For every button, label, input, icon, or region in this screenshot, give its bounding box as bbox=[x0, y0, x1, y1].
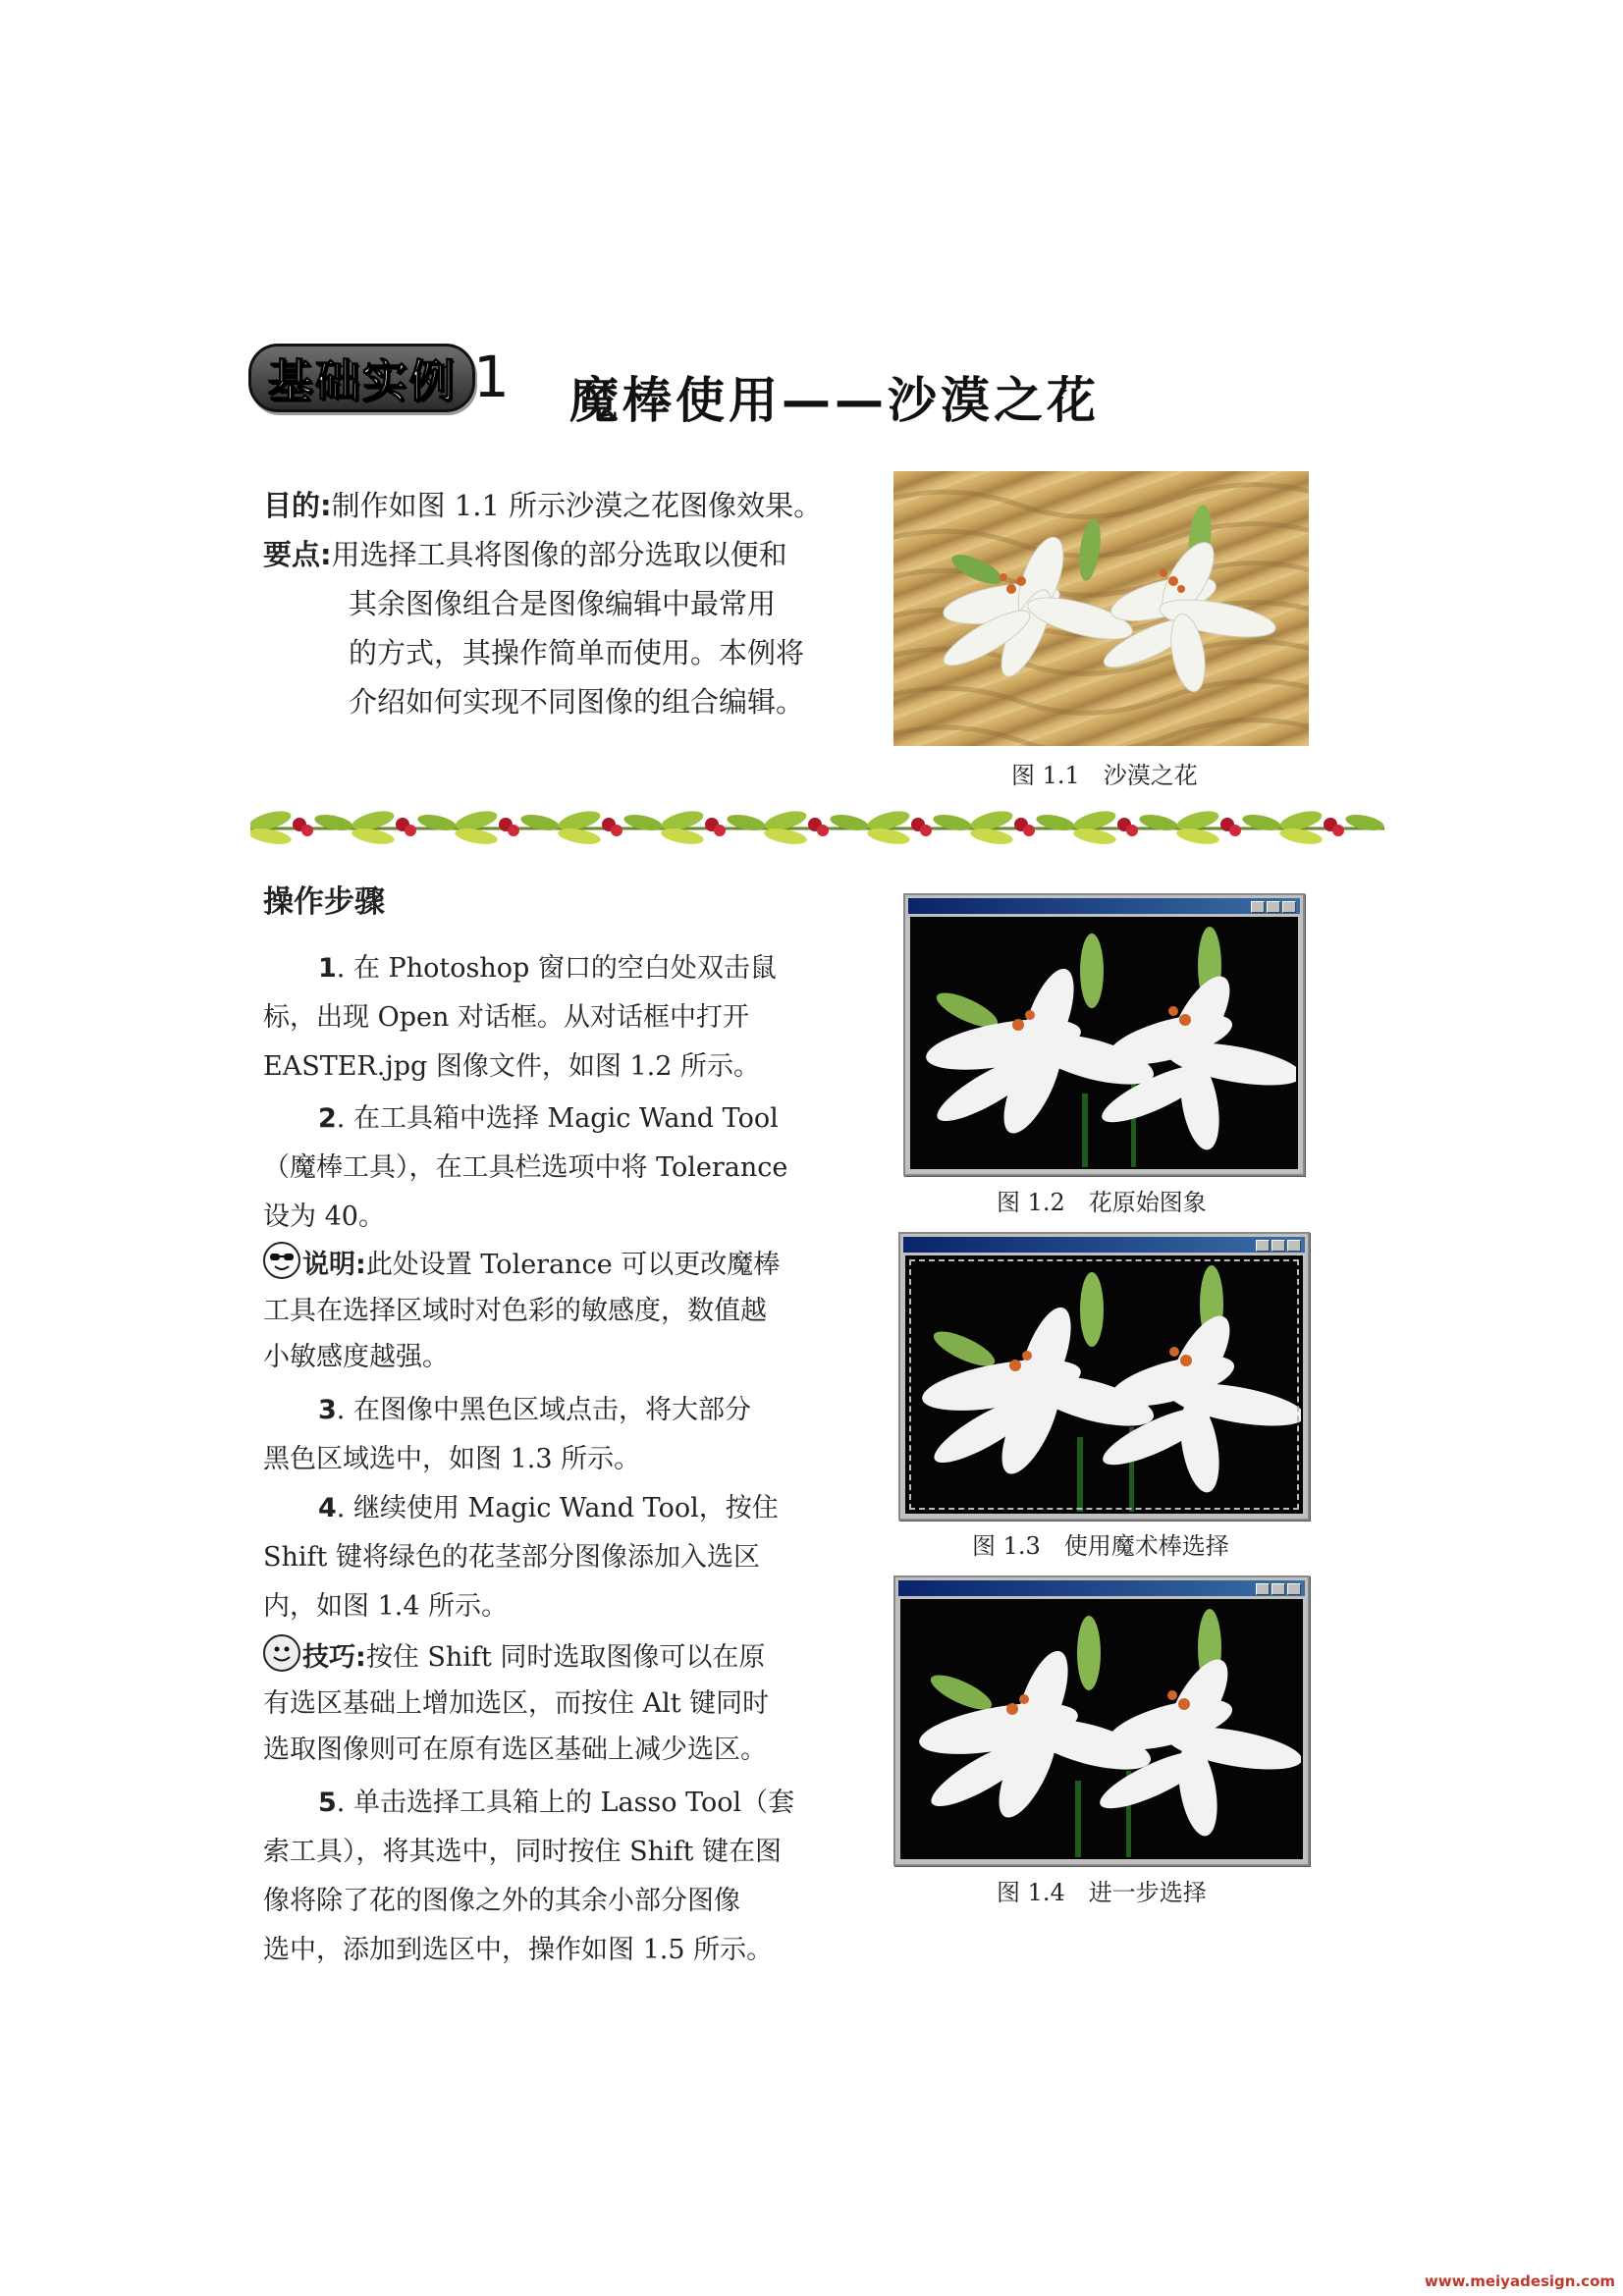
note-2-line-3: 选取图像则可在原有选区基础上减少选区。 bbox=[263, 1735, 767, 1765]
note-1-label: 说明: bbox=[302, 1250, 366, 1280]
lesson-badge-text: 基础实例 bbox=[267, 354, 457, 407]
step-5-line-3: 像将除了花的图像之外的其余小部分图像 bbox=[263, 1886, 740, 1916]
step-2 bbox=[263, 1095, 813, 1242]
decorative-vine-divider bbox=[250, 805, 1384, 846]
step-1-line-1 bbox=[263, 944, 813, 993]
figure-1-1-image bbox=[893, 471, 1309, 746]
step-3-number: 3 bbox=[318, 1395, 337, 1425]
figure-1-4-image bbox=[893, 1575, 1310, 1866]
sunglasses-face-icon bbox=[263, 1242, 300, 1279]
step-4 bbox=[263, 1484, 813, 1631]
note-2-line-2: 有选区基础上增加选区，而按住 Alt 键同时 bbox=[263, 1688, 770, 1719]
note-tip bbox=[263, 1634, 813, 1773]
step-4-text-1: . 继续使用 Magic Wand Tool，按住 bbox=[336, 1493, 779, 1523]
lily-photo-black-bg bbox=[910, 917, 1298, 1169]
figure-1-3-image bbox=[898, 1232, 1310, 1521]
step-1-number: 1 bbox=[318, 953, 337, 984]
note-1-text-1: 此处设置 Tolerance 可以更改魔棒 bbox=[365, 1250, 781, 1280]
step-2-number: 2 bbox=[318, 1103, 337, 1134]
desert-flower-illustration bbox=[893, 471, 1309, 746]
key-line-4: 介绍如何实现不同图像的组合编辑。 bbox=[349, 685, 805, 719]
step-4-line-2: Shift 键将绿色的花茎部分图像添加入选区 bbox=[263, 1542, 760, 1573]
figure-1-2-caption: 图 1.2 花原始图象 bbox=[997, 1189, 1207, 1216]
step-4-line-3: 内，如图 1.4 所示。 bbox=[263, 1591, 509, 1622]
figure-1-1-caption: 图 1.1 沙漠之花 bbox=[1011, 762, 1198, 789]
step-3-line-1 bbox=[263, 1386, 813, 1435]
lesson-badge bbox=[248, 344, 475, 412]
key-line-3: 的方式，其操作简单而使用。本例将 bbox=[349, 636, 805, 669]
step-1 bbox=[263, 944, 813, 1092]
key-label: 要点: bbox=[263, 538, 332, 571]
step-5-line-4: 选中，添加到选区中，操作如图 1.5 所示。 bbox=[263, 1935, 774, 1965]
note-2-line-1 bbox=[263, 1634, 813, 1681]
step-4-number: 4 bbox=[318, 1493, 337, 1523]
watermark-url: www.meiyadesign.com bbox=[1424, 2272, 1615, 2290]
step-5 bbox=[263, 1779, 813, 1975]
step-1-line-3: EASTER.jpg 图像文件，如图 1.2 所示。 bbox=[263, 1051, 760, 1082]
step-2-text-1: . 在工具箱中选择 Magic Wand Tool bbox=[336, 1103, 779, 1134]
page-title: 魔棒使用——沙漠之花 bbox=[569, 372, 1100, 429]
vine-border-icon bbox=[250, 805, 1384, 846]
note-1-line-3: 小敏感度越强。 bbox=[263, 1342, 449, 1372]
figure-1-2-image bbox=[903, 893, 1305, 1176]
key-line-1 bbox=[263, 530, 787, 579]
step-5-line-1 bbox=[263, 1779, 813, 1828]
window-titlebar bbox=[908, 898, 1300, 914]
smiley-face-icon bbox=[263, 1634, 300, 1672]
figure-1-3-caption: 图 1.3 使用魔术棒选择 bbox=[972, 1532, 1229, 1560]
purpose-line bbox=[263, 481, 822, 530]
step-1-line-2: 标，出现 Open 对话框。从对话框中打开 bbox=[263, 1002, 749, 1033]
step-3-text-1: . 在图像中黑色区域点击，将大部分 bbox=[336, 1395, 751, 1425]
note-1-line-1 bbox=[263, 1242, 813, 1288]
steps-heading: 操作步骤 bbox=[263, 884, 385, 920]
step-4-line-1 bbox=[263, 1484, 813, 1533]
figure-1-4-caption: 图 1.4 进一步选择 bbox=[997, 1879, 1207, 1906]
lily-photo-selected bbox=[905, 1255, 1303, 1514]
step-2-line-1 bbox=[263, 1095, 813, 1144]
step-2-line-3: 设为 40。 bbox=[263, 1201, 385, 1232]
step-5-number: 5 bbox=[318, 1788, 337, 1818]
step-3 bbox=[263, 1386, 813, 1484]
step-5-text-1: . 单击选择工具箱上的 Lasso Tool（套 bbox=[336, 1788, 795, 1818]
step-1-text-1: . 在 Photoshop 窗口的空白处双击鼠 bbox=[336, 953, 777, 984]
lily-photo-further-selected bbox=[900, 1599, 1303, 1859]
key-text-1: 用选择工具将图像的部分选取以便和 bbox=[331, 538, 787, 571]
window-titlebar bbox=[903, 1237, 1305, 1253]
step-2-line-2: （魔棒工具），在工具栏选项中将 Tolerance bbox=[263, 1152, 788, 1183]
step-3-line-2: 黑色区域选中，如图 1.3 所示。 bbox=[263, 1444, 641, 1474]
note-2-text-1: 按住 Shift 同时选取图像可以在原 bbox=[365, 1642, 766, 1673]
step-5-line-2: 索工具），将其选中，同时按住 Shift 键在图 bbox=[263, 1837, 783, 1867]
key-line-2: 其余图像组合是图像编辑中最常用 bbox=[349, 587, 777, 620]
note-1-line-2: 工具在选择区域时对色彩的敏感度，数值越 bbox=[263, 1296, 767, 1326]
note-2-label: 技巧: bbox=[302, 1642, 366, 1673]
note-explanation bbox=[263, 1242, 813, 1380]
lesson-number: 1 bbox=[473, 344, 510, 410]
window-titlebar bbox=[898, 1580, 1305, 1596]
purpose-label: 目的: bbox=[263, 489, 332, 522]
purpose-text: 制作如图 1.1 所示沙漠之花图像效果。 bbox=[331, 489, 823, 522]
